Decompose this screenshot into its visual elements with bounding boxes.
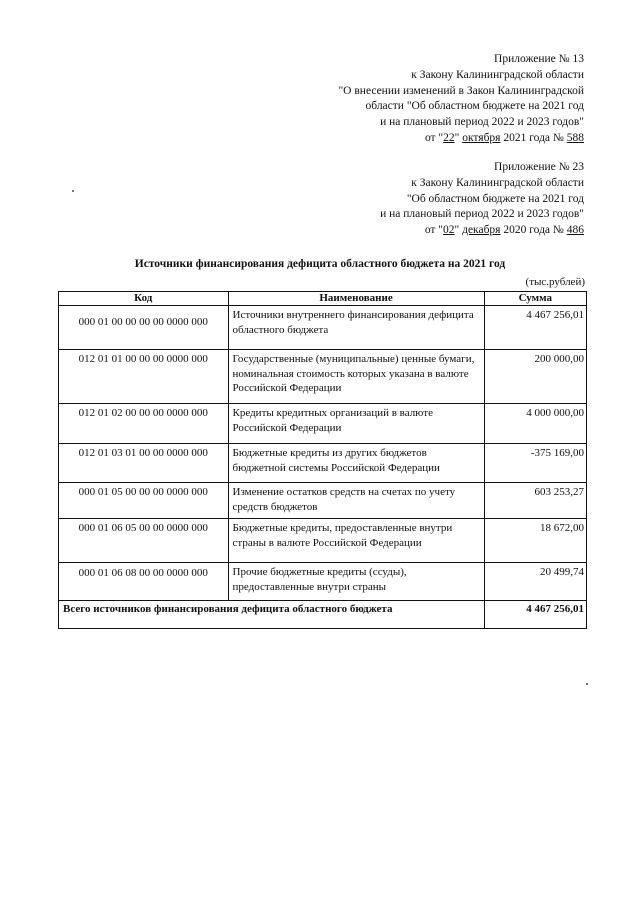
appendix-23-line1: Приложение № 23 — [494, 161, 584, 173]
appendix-23-number: 486 — [566, 224, 584, 237]
table-header-row — [59, 292, 587, 306]
row-name: Кредиты кредитных организаций в валюте Российской Федерации — [228, 404, 484, 444]
appendix-13-year: 2021 года № — [500, 131, 567, 144]
appendix-23-mid: " — [454, 224, 463, 237]
total-label: Всего источников финансирования дефицита областного бюджета — [59, 601, 485, 629]
table-row — [59, 483, 587, 519]
row-name: Прочие бюджетные кредиты (ссуды), предоставленные внутри страны — [228, 563, 484, 601]
row-sum: -375 169,00 — [484, 444, 586, 483]
table-row — [59, 404, 587, 444]
table-row — [59, 519, 587, 563]
appendix-13-line4: области "Об областном бюджете на 2021 год — [365, 100, 584, 113]
appendix-23-line2: к Закону Калининградской области — [411, 176, 584, 189]
row-name: Изменение остатков средств на счетах по учету средств бюджетов — [228, 483, 484, 519]
scan-speck — [586, 683, 588, 685]
row-sum: 4 000 000,00 — [484, 404, 586, 444]
table-row — [59, 563, 587, 601]
row-code: 000 01 06 08 00 00 0000 000 — [59, 563, 229, 601]
scan-speck — [72, 190, 74, 192]
header-code: Код — [59, 292, 229, 306]
header-sum: Сумма — [484, 292, 586, 306]
row-name: Источники внутреннего финансирования дефицита областного бюджета — [228, 306, 484, 350]
appendix-23-header — [380, 160, 584, 239]
appendix-23-date-line — [380, 223, 584, 239]
row-sum: 18 672,00 — [484, 519, 586, 563]
appendix-23-month: декабря — [462, 224, 501, 237]
appendix-13-mid: " — [454, 131, 463, 144]
row-name: Бюджетные кредиты из других бюджетов бюджетной системы Российской Федерации — [228, 444, 484, 483]
row-sum: 20 499,74 — [484, 563, 586, 601]
row-sum: 4 467 256,01 — [484, 306, 586, 350]
row-name: Государственные (муниципальные) ценные бумаги, номинальная стоимость которых указана в валюте Российской Федерации — [228, 350, 484, 404]
appendix-13-line3: "О внесении изменений в Закон Калининградской — [338, 84, 584, 97]
row-code: 000 01 06 05 00 00 0000 000 — [59, 519, 229, 563]
table-row — [59, 306, 587, 350]
appendix-13-number: 588 — [566, 131, 584, 144]
row-code: 012 01 02 00 00 00 0000 000 — [59, 404, 229, 444]
appendix-23-line3: "Об областном бюджете на 2021 год — [406, 192, 584, 205]
table-row — [59, 444, 587, 483]
appendix-13-line5: и на плановый период 2022 и 2023 годов" — [380, 116, 584, 129]
row-code: 000 01 05 00 00 00 0000 000 — [59, 483, 229, 519]
row-sum: 603 253,27 — [484, 483, 586, 519]
financing-sources-table — [58, 291, 587, 629]
appendix-23-year: 2020 года № — [500, 224, 567, 237]
total-sum: 4 467 256,01 — [484, 601, 586, 629]
table-row — [59, 350, 587, 404]
row-name: Бюджетные кредиты, предоставленные внутри страны в валюте Российской Федерации — [228, 519, 484, 563]
table-total-row — [59, 601, 587, 629]
document-title: Источники финансирования дефицита областного бюджета на 2021 год — [134, 258, 506, 270]
row-sum: 200 000,00 — [484, 350, 586, 404]
appendix-23-date-prefix: от " — [424, 224, 444, 237]
appendix-13-line1: Приложение № 13 — [494, 53, 584, 65]
appendix-13-month: октября — [462, 131, 501, 144]
appendix-13-date-prefix: от " — [424, 131, 444, 144]
row-code: 012 01 03 01 00 00 0000 000 — [59, 444, 229, 483]
appendix-13-line2: к Закону Калининградской области — [411, 68, 584, 81]
appendix-23-day: 02 — [443, 224, 455, 237]
row-code: 000 01 00 00 00 00 0000 000 — [59, 306, 229, 350]
units-label: (тыс.рублей) — [525, 276, 585, 288]
appendix-23-line4: и на плановый период 2022 и 2023 годов" — [380, 208, 584, 221]
row-code: 012 01 01 00 00 00 0000 000 — [59, 350, 229, 404]
header-name: Наименование — [228, 292, 484, 306]
appendix-13-day: 22 — [443, 131, 455, 144]
appendix-13-header — [338, 52, 584, 147]
appendix-13-date-line — [338, 131, 584, 147]
